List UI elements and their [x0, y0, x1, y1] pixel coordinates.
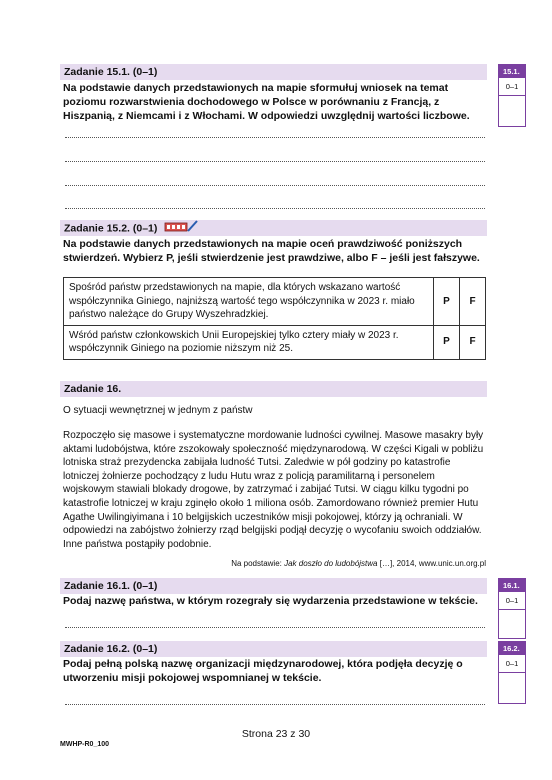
score-number: 16.1.: [499, 579, 525, 592]
option-p[interactable]: P: [434, 325, 460, 359]
score-points: 0–1: [499, 655, 525, 673]
statement-text: Spośród państw przedstawionych na mapie, dla których wskazano wartość współczynnika Giniego, najniższą wartość tego współczynnika w 2023 r. miało państwo należące do Grupy Wyszehradzkiej.: [64, 278, 434, 326]
score-number: 15.1.: [499, 65, 525, 78]
source-citation: [63, 557, 486, 571]
table-row: [64, 325, 486, 359]
task-15-1-header: Zadanie 15.1. (0–1): [60, 64, 487, 80]
answer-line[interactable]: [65, 704, 485, 705]
task-15-2-header: [60, 220, 487, 236]
task-16-header: Zadanie 16.: [60, 381, 487, 397]
option-f[interactable]: F: [460, 278, 486, 326]
task-16-2-question: Podaj pełną polską nazwę organizacji międzynarodowej, która podjęła decyzję o utworzeniu misji pokojowej wspomnianej w tekście.: [63, 658, 463, 684]
score-box-16-1: [498, 578, 526, 639]
score-box-16-2: [498, 641, 526, 704]
task-16-1-question: Podaj nazwę państwa, w którym rozegrały się wydarzenia przedstawione w tekście.: [63, 595, 478, 607]
task-15-2-question: Na podstawie danych przedstawionych na mapie oceń prawdziwość poniższych stwierdzeń. Wybierz P, jeśli stwierdzenie jest prawdziwe, albo F – jeśli jest fałszywe.: [63, 238, 480, 264]
task-15-1-question: Na podstawie danych przedstawionych na mapie sformułuj wniosek na temat poziomu rozwarstwienia dochodowego w Polsce w porównaniu z Francją, z Hiszpanią, z Niemcami i z Włochami. W odpowiedzi uwzględnij wartości liczbowe.: [63, 82, 470, 122]
task-16-intro: O sytuacji wewnętrznej w jednym z państw: [63, 405, 253, 416]
answer-line[interactable]: [65, 627, 485, 628]
task-16-2-header: Zadanie 16.2. (0–1): [60, 641, 487, 657]
answer-line[interactable]: [65, 185, 485, 186]
source-suffix: […], 2014, www.unic.un.org.pl: [377, 559, 486, 568]
table-row: [64, 278, 486, 326]
statement-text: Wśród państw członkowskich Unii Europejskiej tylko cztery miały w 2023 r. współczynnik Giniego na poziomie niższym niż 25.: [64, 325, 434, 359]
task-15-2-title: Zadanie 15.2. (0–1): [64, 222, 158, 235]
source-prefix: Na podstawie:: [231, 559, 285, 568]
page-number: Strona 23 z 30: [241, 728, 311, 740]
answer-line[interactable]: [65, 137, 485, 138]
source-title: Jak doszło do ludobójstwa: [284, 559, 378, 568]
calculator-icon: [164, 220, 198, 237]
true-false-table: [63, 277, 486, 360]
answer-line[interactable]: [65, 161, 485, 162]
score-box-15-1: [498, 64, 526, 127]
answer-line[interactable]: [65, 208, 485, 209]
document-code: MWHP-R0_100: [60, 741, 110, 748]
score-points: 0–1: [499, 78, 525, 96]
option-p[interactable]: P: [434, 278, 460, 326]
option-f[interactable]: F: [460, 325, 486, 359]
score-number: 16.2.: [499, 642, 525, 655]
task-16-passage: Rozpoczęło się masowe i systematyczne mordowanie ludności cywilnej. Masowe masakry były aktami ludobójstwa, które zszokowały społeczność międzynarodową. W części Kigali w pobliżu lotniska straż prezydencka zabijała ludność Tutsi. Zaledwie w pół godziny po katastrofie lotniczej żołnierze pochodzący z ludu Hutu wraz z policją paramilitarną i personelem wojskowym stawiali blokady drogowe, by zatrzymać i zabijać Tutsi. W ciągu kilku tygodni po katastrofie lotniczej w kraju zginęło około 1 miliona osób. Zamordowano również premier Hutu Agathe Uwilingiyimana i 10 belgijskich uczestników misji pokojowej, którzy ją ochraniali. W odpowiedzi na zabójstwo żołnierzy rząd belgijski podjął decyzję o wycofaniu swoich oddziałów. Inne państwa postąpiły podobnie.: [63, 430, 484, 550]
score-points: 0–1: [499, 592, 525, 610]
task-16-1-header: Zadanie 16.1. (0–1): [60, 578, 487, 594]
